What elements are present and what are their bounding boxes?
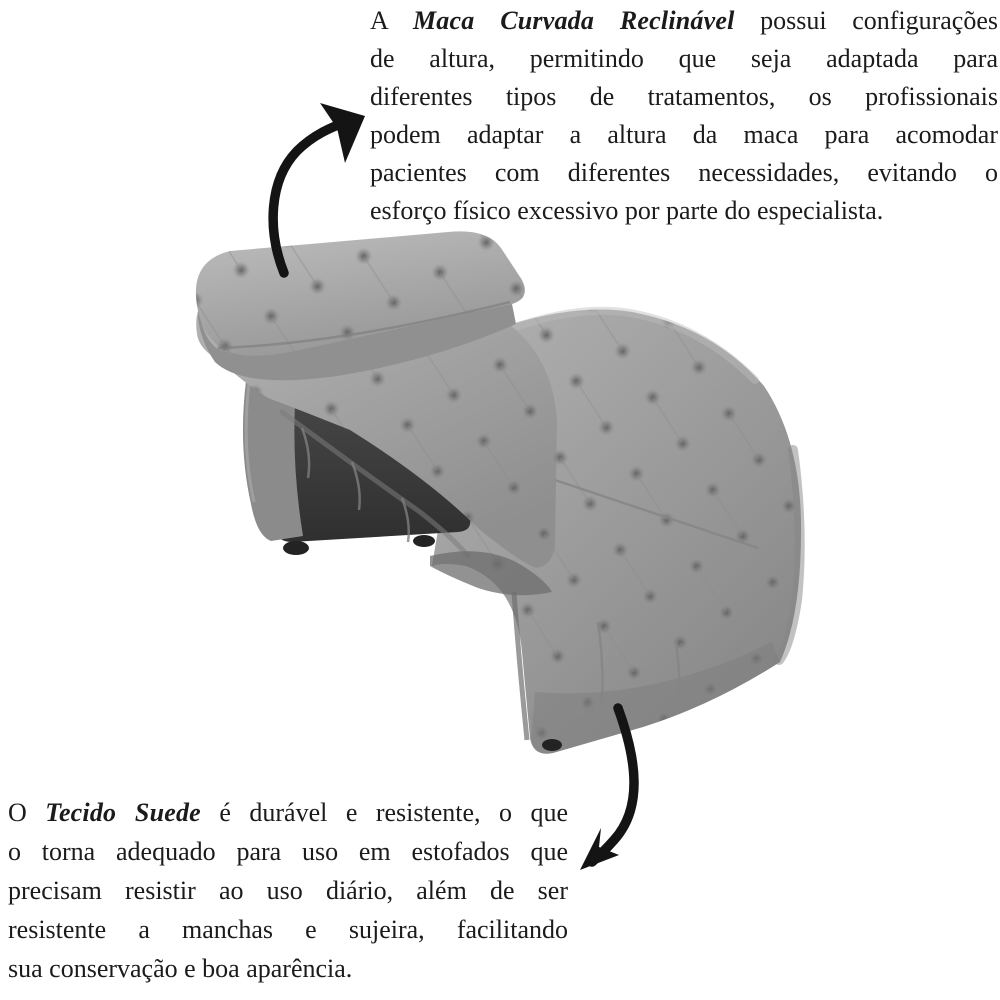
text-line bbox=[8, 793, 568, 832]
line-rest: possui configurações bbox=[760, 6, 999, 35]
text-line: resistente a manchas e sujeira, facilitando bbox=[8, 915, 568, 944]
product-name-term: Maca Curvada Reclinável bbox=[412, 6, 735, 35]
line-rest: é durável e resistente, o que bbox=[219, 798, 568, 827]
text-line bbox=[370, 2, 998, 40]
text-line: sua conservação e boa aparência. bbox=[8, 954, 353, 983]
foot-arch bbox=[542, 739, 562, 751]
fabric-name-term: Tecido Suede bbox=[45, 798, 201, 827]
text-line: podem adaptar a altura da maca para acomodar bbox=[370, 120, 998, 149]
fabric-feature-paragraph bbox=[8, 793, 568, 988]
height-feature-paragraph bbox=[370, 2, 998, 230]
foot-middle bbox=[413, 535, 435, 547]
text-line: o torna adequado para uso em estofados que bbox=[8, 837, 568, 866]
text-line: pacientes com diferentes necessidades, evitando o bbox=[370, 158, 998, 187]
lead-word: O bbox=[8, 798, 27, 827]
lead-word: A bbox=[370, 6, 388, 35]
text-line: precisam resistir ao uso diário, além de ser bbox=[8, 876, 568, 905]
foot-left bbox=[283, 541, 309, 555]
text-line: esforço físico excessivo por parte do especialista. bbox=[370, 196, 884, 225]
text-line: diferentes tipos de tratamentos, os profissionais bbox=[370, 82, 998, 111]
text-line: de altura, permitindo que seja adaptada para bbox=[370, 44, 998, 73]
